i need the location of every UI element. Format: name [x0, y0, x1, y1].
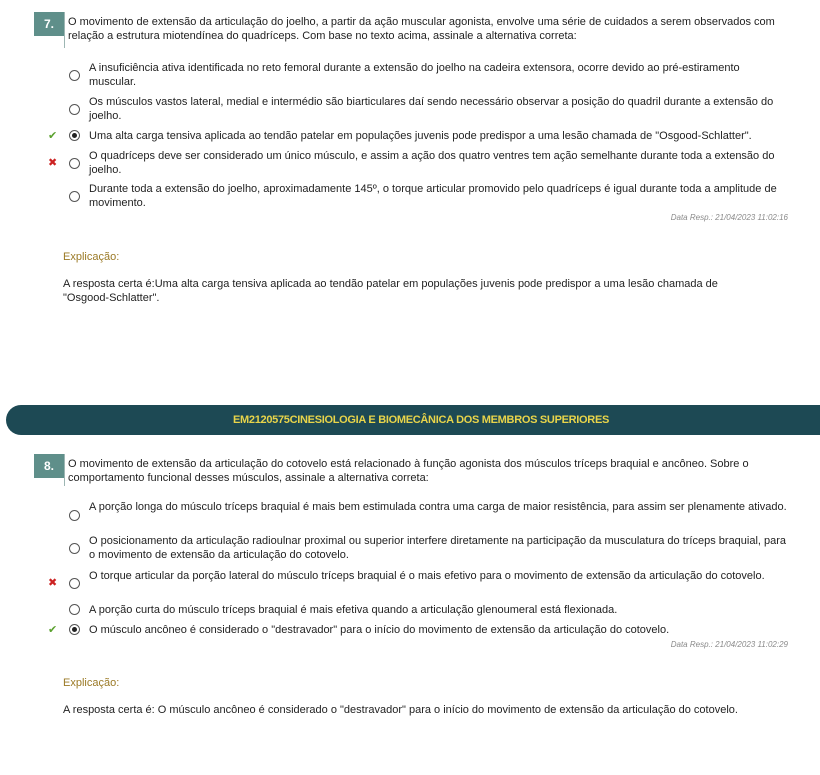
- section-title: EM2120575CINESIOLOGIA E BIOMECÂNICA DOS MEMBROS SUPERIORES: [232, 414, 610, 426]
- radio-button[interactable]: [69, 158, 80, 169]
- radio-button-selected[interactable]: [69, 130, 80, 141]
- question-7-number: 7.: [34, 12, 64, 36]
- explanation-text: A resposta certa é: O músculo ancôneo é considerado o "destravador" para o início do movimento de extensão da articulação do cotovelo.: [63, 704, 738, 716]
- option-text: Os músculos vastos lateral, medial e intermédio são biarticulares daí sendo necessário observar a posição do quadril durante a extensão do joelho.: [89, 96, 774, 122]
- explanation-text: A resposta certa é:Uma alta carga tensiva aplicada ao tendão patelar em populações juvenis pode predispor a uma lesão chamada de "Osgood-Schlatter".: [63, 278, 718, 304]
- radio-button[interactable]: [69, 70, 80, 81]
- question-8-stem: O movimento de extensão da articulação do cotovelo está relacionado à função agonista dos músculos tríceps braquial e ancôneo. Sobre o comportamento funcional desses músculos, assinale a alternativa correta:: [68, 458, 749, 484]
- explanation-label: Explicação:: [63, 677, 120, 689]
- option-text: Uma alta carga tensiva aplicada ao tendão patelar em populações juvenis pode predispor a uma lesão chamada de "Osgood-Schlatter".: [89, 130, 752, 142]
- option-text: Durante toda a extensão do joelho, aproximadamente 145º, o torque articular promovido pelo quadríceps é igual durante toda a amplitude de movimento.: [89, 183, 777, 209]
- question-7-divider: [64, 12, 65, 48]
- radio-button[interactable]: [69, 543, 80, 554]
- question-8-divider: [64, 454, 65, 486]
- question-8-number: 8.: [34, 454, 64, 478]
- radio-button-selected[interactable]: [69, 624, 80, 635]
- radio-button[interactable]: [69, 604, 80, 615]
- x-icon: ✖: [48, 157, 58, 169]
- radio-button[interactable]: [69, 578, 80, 589]
- check-icon: ✔: [48, 624, 58, 636]
- section-header: [6, 405, 820, 435]
- response-date: Data Resp.: 21/04/2023 11:02:16: [670, 213, 788, 222]
- radio-button[interactable]: [69, 104, 80, 115]
- option-text: A porção longa do músculo tríceps braquial é mais bem estimulada contra uma carga de maior resistência, para assim ser plenamente ativado.: [89, 501, 787, 513]
- radio-button[interactable]: [69, 191, 80, 202]
- option-text: A porção curta do músculo tríceps braquial é mais efetiva quando a articulação glenoumeral está flexionada.: [89, 604, 618, 616]
- option-text: O músculo ancôneo é considerado o "destravador" para o início do movimento de extensão da articulação do cotovelo.: [89, 624, 670, 636]
- radio-button[interactable]: [69, 510, 80, 521]
- question-7-stem: O movimento de extensão da articulação do joelho, a partir da ação muscular agonista, envolve uma série de cuidados a serem observados com relação a estrutura miotendínea do quadríceps. Com base no texto acima, assinale a alternativa correta:: [68, 16, 775, 42]
- option-text: A insuficiência ativa identificada no reto femoral durante a extensão do joelho na cadeira extensora, ocorre devido ao pré-estiramento muscular.: [89, 62, 740, 88]
- option-text: O quadríceps deve ser considerado um único músculo, e assim a ação dos quatro ventres tem ação semelhante durante toda a extensão do joelho.: [89, 150, 775, 176]
- explanation-label: Explicação:: [63, 251, 120, 263]
- x-icon: ✖: [48, 577, 58, 589]
- check-icon: ✔: [48, 130, 58, 142]
- option-text: O posicionamento da articulação radioulnar proximal ou superior interfere diretamente na participação da musculatura do tríceps braquial, para o movimento de extensão da articulação do cotovelo.: [89, 535, 787, 561]
- option-text: O torque articular da porção lateral do músculo tríceps braquial é o mais efetivo para o movimento de extensão da articulação do cotovelo.: [89, 570, 765, 582]
- response-date: Data Resp.: 21/04/2023 11:02:29: [670, 640, 788, 649]
